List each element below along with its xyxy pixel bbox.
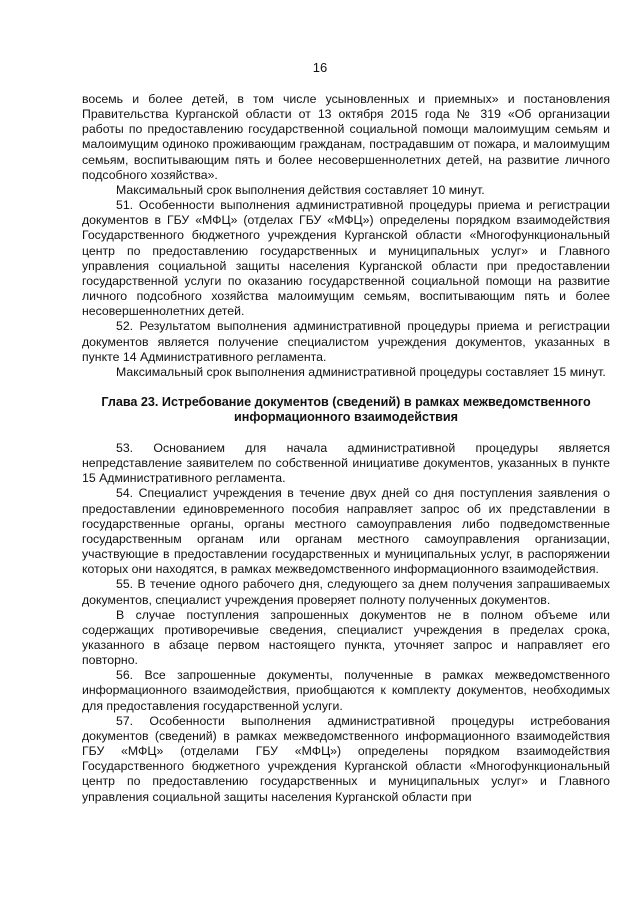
chapter-heading [82,395,610,426]
paragraph: 55. В течение одного рабочего дня, следующего за днем получения запрашиваемых документов, специалист учреждения проверяет полноту полученных документов. [82,577,610,607]
chapter-heading-line: Глава 23. Истребование документов (сведений) в рамках межведомственного [101,394,591,409]
paragraph: 56. Все запрошенные документы, полученные в рамках межведомственного информационного взаимодействия, приобщаются к комплекту документов, необходимых для предоставления государственной услуги. [82,668,610,713]
document-body [82,92,610,805]
paragraph: Максимальный срок выполнения административной процедуры составляет 15 минут. [116,364,606,379]
page-number: 16 [312,60,328,75]
chapter-heading-line: информационного взаимодействия [234,410,458,425]
paragraph: 54. Специалист учреждения в течение двух дней со дня поступления заявления о предоставлении единовременного пособия направляет запрос об их представлении в государственные органы, органы местного самоуправления либо подведомственные государственным органам или органам местного самоуправления организации, участвующие в предоставлении государственных и муниципальных услуг, в распоряжении которых они находятся, в рамках межведомственного информационного взаимодействия. [82,486,610,577]
paragraph: 53. Основанием для начала административной процедуры является непредставление заявителем по собственной инициативе документов, указанных в пункте 15 Административного регламента. [82,440,610,486]
paragraph: В случае поступления запрошенных документов не в полном объеме или содержащих противоречивые сведения, специалист учреждения в пределах срока, указанного в абзаце первом настоящего пункта, уточняет запрос и направляет его повторно. [82,607,610,668]
paragraph: восемь и более детей, в том числе усыновленных и приемных» и постановления Правительства Курганской области от 13 октября 2015 года № 319 «Об организации работы по предоставлению государственной социальной помощи малоимущим семьям и малоимущим одиноко проживающим гражданам, пострадавшим от пожара, и малоимущим семьям, воспитывающим пять и более несовершеннолетних детей, на развитие личного подсобного хозяйства». [82,92,610,182]
paragraph: Максимальный срок выполнения действия составляет 10 минут. [116,182,485,197]
paragraph: 51. Особенности выполнения административной процедуры приема и регистрации документов в ГБУ «МФЦ» (отделах ГБУ «МФЦ») определены порядком взаимодействия Государственного бюджетного учреждения Курганской области «Многофункциональный центр по предоставлению государственных и муниципальных услуг» и Главного управления социальной защиты населения Курганской области при предоставлении государственной услуги по оказанию государственной социальной помощи на развитие личного подсобного хозяйства малоимущим семьям, воспитывающим пять и более несовершеннолетних детей. [82,198,610,319]
paragraph: 57. Особенности выполнения административной процедуры истребования документов (сведений) в рамках межведомственного информационного взаимодействия ГБУ «МФЦ» (отделами ГБУ «МФЦ») определены порядком взаимодействия Государственного бюджетного учреждения Курганской области «Многофункциональный центр по предоставлению государственных и муниципальных услуг» и Главного управления социальной защиты населения Курганской области при [82,713,610,804]
paragraph: 52. Результатом выполнения административной процедуры приема и регистрации документов является получение специалистом учреждения документов, указанных в пункте 14 Административного регламента. [82,319,610,364]
